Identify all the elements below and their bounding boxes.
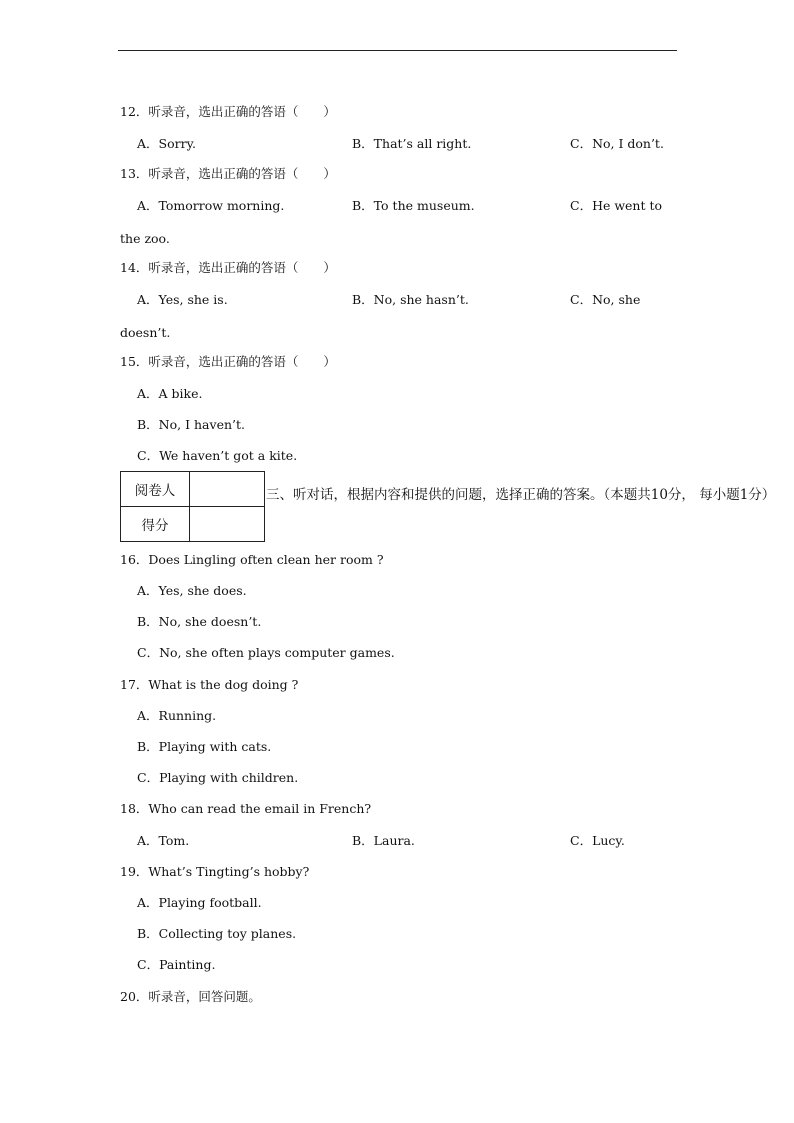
question-12-option-a: A．Sorry. [137, 136, 196, 151]
score-table [120, 471, 265, 542]
question-19-option-c: C．Painting. [137, 957, 216, 972]
question-19-stem: 19．What’s Tingting’s hobby? [120, 864, 310, 879]
question-15-option-b: B．No, I haven’t. [137, 417, 245, 432]
question-14-option-c-continued: doesn’t. [120, 325, 171, 340]
question-17-option-b: B．Playing with cats. [137, 739, 272, 754]
reviewer-cell [190, 472, 265, 507]
score-label: 得分 [121, 507, 190, 542]
question-14-option-b: B．No, she hasn’t. [352, 292, 469, 307]
question-16-option-c: C．No, she often plays computer games. [137, 645, 395, 660]
question-16-stem: 16．Does Lingling often clean her room ? [120, 552, 384, 567]
question-13-option-b: B．To the museum. [352, 198, 475, 213]
reviewer-label: 阅卷人 [121, 472, 190, 507]
score-cell [190, 507, 265, 542]
header-rule [118, 50, 677, 51]
question-13-stem: 13．听录音，选出正确的答语（ ） [120, 166, 336, 181]
question-13-option-c-continued: the zoo. [120, 231, 170, 246]
question-18-option-a: A．Tom. [137, 833, 190, 848]
question-13-option-c: C．He went to [570, 198, 663, 213]
question-19-option-b: B．Collecting toy planes. [137, 926, 297, 941]
question-17-option-a: A．Running. [137, 708, 217, 723]
section-3-heading: 三、听对话，根据内容和提供的问题，选择正确的答案。（本题共10分， 每小题1分） [266, 487, 776, 503]
question-18-option-b: B．Laura. [352, 833, 415, 848]
question-15-option-c: C．We haven’t got a kite. [137, 448, 298, 463]
question-14-stem: 14．听录音，选出正确的答语（ ） [120, 260, 336, 275]
question-20-stem: 20．听录音，回答问题。 [120, 989, 261, 1004]
question-13-option-a: A．Tomorrow morning. [137, 198, 285, 213]
question-12-stem: 12．听录音，选出正确的答语（ ） [120, 104, 336, 119]
question-18-option-c: C．Lucy. [570, 833, 625, 848]
question-15-option-a: A．A bike. [137, 386, 203, 401]
question-16-option-b: B．No, she doesn’t. [137, 614, 262, 629]
question-12-option-b: B．That’s all right. [352, 136, 472, 151]
question-17-option-c: C．Playing with children. [137, 770, 299, 785]
question-16-option-a: A．Yes, she does. [137, 583, 247, 598]
question-15-stem: 15．听录音，选出正确的答语（ ） [120, 354, 336, 369]
question-14-option-a: A．Yes, she is. [137, 292, 228, 307]
question-19-option-a: A．Playing football. [137, 895, 262, 910]
question-17-stem: 17．What is the dog doing ? [120, 677, 299, 692]
question-18-stem: 18．Who can read the email in French? [120, 801, 372, 816]
question-14-option-c: C．No, she [570, 292, 641, 307]
question-12-option-c: C．No, I don’t. [570, 136, 664, 151]
